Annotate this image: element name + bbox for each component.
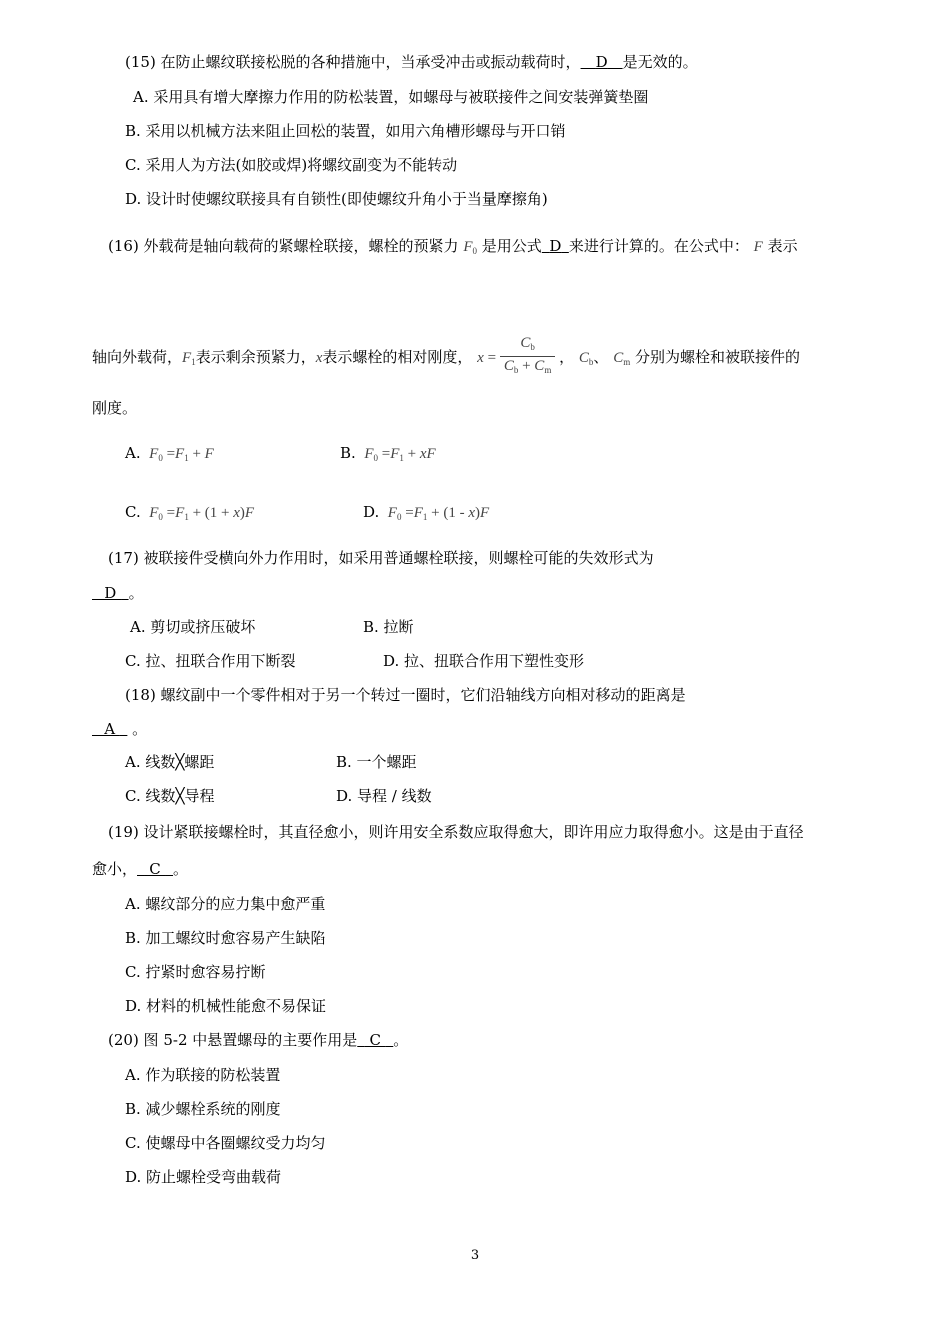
symbol-F: F [753, 239, 763, 255]
symbol-F0: $F_0$ [463, 239, 478, 256]
q18-option-c: C. 线数╳导程 [125, 787, 215, 805]
q16-stem-line3: 刚度。 [92, 399, 138, 417]
q16-option-b: B. $F_0 =F_1$ + xF [340, 444, 436, 463]
q18-option-b: B. 一个螺距 [336, 753, 417, 771]
q15-answer: D [595, 53, 608, 71]
q17-stem: (17) 被联接件受横向外力作用时，如采用普通螺栓联接，则螺栓可能的失效形式为 [108, 549, 654, 567]
q17-answer: D [99, 584, 122, 602]
q19-option-a: A. 螺纹部分的应力集中愈严重 [125, 895, 326, 913]
q18-answer: A [99, 720, 120, 738]
q19-option-d: D. 材料的机械性能愈不易保证 [125, 997, 327, 1015]
q19-option-b: B. 加工螺纹时愈容易产生缺陷 [125, 929, 326, 947]
q19-stem-line2: 愈小， C 。 [92, 860, 189, 878]
q15-stem: (15) 在防止螺纹联接松脱的各种措施中，当承受冲击或振动载荷时， D 是无效的。 [125, 53, 698, 71]
q15-option-b: B. 采用以机械方法来阻止回松的装置，如用六角槽形螺母与开口销 [125, 122, 566, 140]
stiffness-formula: x = $\frac{C_b}{C_b + C_m}$ [477, 350, 559, 366]
q20-option-b: B. 减少螺栓系统的刚度 [125, 1100, 281, 1118]
q19-stem: (19) 设计紧联接螺栓时，其直径愈小，则许用安全系数应取得愈大，即许用应力取得愈小。这是由于直径 [108, 823, 804, 841]
q17-option-d: D. 拉、扭联合作用下塑性变形 [383, 652, 585, 670]
q16-answer: D [549, 237, 562, 255]
q20-stem: (20) 图 5-2 中悬置螺母的主要作用是 C 。 [108, 1031, 409, 1049]
q15-option-c: C. 采用人为方法(如胶或焊)将螺纹副变为不能转动 [125, 156, 458, 174]
q20-option-d: D. 防止螺栓受弯曲载荷 [125, 1168, 282, 1186]
symbol-x: x [315, 349, 323, 366]
q16-option-a: A. $F_0 =F_1 + F$ [125, 444, 214, 463]
q16-stem: (16) 外载荷是轴向载荷的紧螺栓联接，螺栓的预紧力 $F_0$ 是用公式 D 来进行计算的。在公式中： F 表示 [108, 237, 798, 256]
q18-option-a: A. 线数╳螺距 [125, 753, 215, 771]
q16-option-c: C. $F_0 =F_1 + (1 + x)F$ [125, 503, 255, 522]
symbol-Cm: $C_m$ [613, 349, 631, 367]
stiffness-fraction: $\frac{C_b}{C_b + C_m}$ [500, 334, 556, 379]
q18-option-d: D. 导程 / 线数 [336, 787, 432, 805]
q17-option-c: C. 拉、扭联合作用下断裂 [125, 652, 296, 670]
q15-option-d: D. 设计时使螺纹联接具有自锁性(即使螺纹升角小于当量摩擦角) [125, 190, 548, 208]
q16-option-d: D. $F_0 =F_1 + (1 - x)F$ [363, 503, 490, 522]
q17-answer-line: D 。 [92, 583, 144, 603]
q20-option-c: C. 使螺母中各圈螺纹受力均匀 [125, 1134, 326, 1152]
q17-option-b: B. 拉断 [363, 618, 414, 636]
q18-stem: (18) 螺纹副中一个零件相对于另一个转过一圈时，它们沿轴线方向相对移动的距离是 [125, 686, 686, 704]
q19-option-c: C. 拧紧时愈容易拧断 [125, 963, 266, 981]
symbol-F1: $F_1$ [182, 349, 196, 367]
q16-stem-line2: 轴向外载荷，$F_1$表示剩余预紧力，x表示螺栓的相对刚度， x = $\frac{C_b}{C_b + C_m}$ ， $C_b$、 $C_m$ 分别为螺栓和被联接件的 [92, 336, 800, 381]
q19-answer: C [144, 860, 166, 878]
q18-answer-line: A 。 [92, 719, 147, 739]
q15-option-a: A. 采用具有增大摩擦力作用的防松装置，如螺母与被联接件之间安装弹簧垫圈 [133, 88, 649, 106]
q17-option-a: A. 剪切或挤压破坏 [130, 618, 256, 636]
page-number: 3 [470, 1248, 480, 1263]
q20-option-a: A. 作为联接的防松装置 [125, 1066, 281, 1084]
symbol-Cb: $C_b$ [578, 349, 594, 367]
q20-answer: C [364, 1031, 386, 1049]
